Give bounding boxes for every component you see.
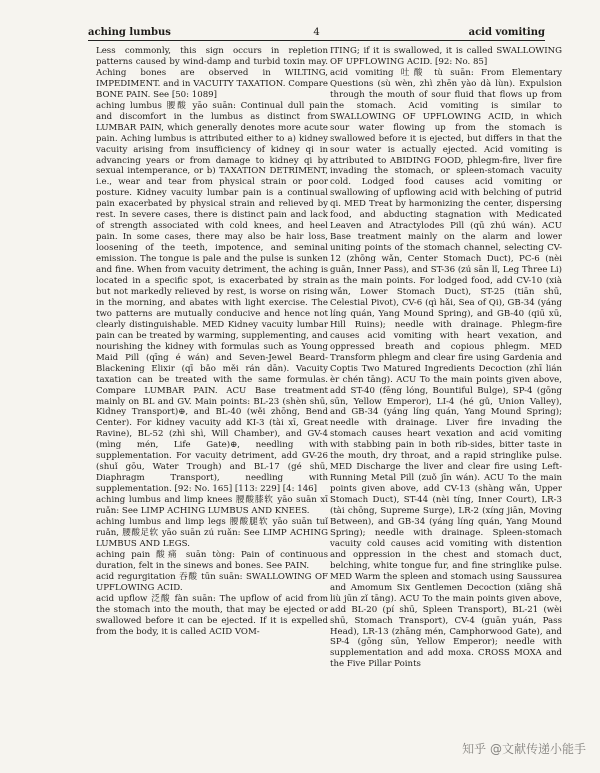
left-column (96, 46, 328, 637)
entry-aching-lumbus-knees: aching lumbus and limp knees 腰酸膝软 yāo suān xī ruǎn: See LIMP ACHING LUMBUS AND KNEES. (96, 495, 328, 517)
running-header (88, 27, 545, 41)
entry-aching-lumbus: aching lumbus 腰酸 yāo suān: Continual dull pain and discomfort in the lumbus as distinct from LUMBAR PAIN, which generally denotes more acute pain. Aching lumbus is attributed either to a) kidney vacuity arising from insufficiency of kidney qi in advancing years or from damage to kidney qi by sexual intemperance, or b) TAXATION DETRIMENT, i.e., wear and tear from physical strain or poor posture. Kidney vacuity lumbar pain is a continual pain exacerbated by physical strain and relieved by rest. In severe cases, there is distinct pain and lack of strength associated with cold knees, and heel pain. In some cases, there may also be hair loss, loosening of the teeth, impotence, and seminal emission. The tongue is pale and the pulse is sunken and fine. When from vacuity detriment, the aching is located in a specific spot, is exacerbated by strain but not markedly relieved by rest, is worse on rising in the morning, and abates with light exercise. The two patterns are mutually conducive and hence not clearly distinguishable. MED Kidney vacuity lumbar pain can be treated by warming, supplementing, and nourishing the kidney with formulas such as Young Maid Pill (qīng é wán) and Seven-Jewel Beard-Blackening Elixir (qī bǎo měi rán dān). Vacuity taxation can be treated with the same formulas. Compare LUMBAR PAIN. ACU Base treatment mainly on BL and GV. Main points: BL-23 (shèn shū, Kidney Transport)⊕, and BL-40 (wěi zhōng, Bend Center). For kidney vacuity add KI-3 (tài xī, Great Ravine), BL-52 (zhì shì, Will Chamber), and GV-4 (mìng mén, Life Gate)⊕, needling with supplementation. For vacuity detriment, add GV-26 (shuǐ gōu, Water Trough) and BL-17 (gé shū, Diaphragm Transport), needling with supplementation. [92: No. 165] [113: 229] [4: 146] (96, 100, 328, 495)
entry-aching-lumbus-legs: aching lumbus and limp legs 腰酸腿软 yāo suān tuǐ ruǎn, 腰酸足软 yāo suān zú ruǎn: See LIMP ACHING LUMBUS AND LEGS. (96, 516, 328, 549)
header-rule (88, 40, 545, 41)
entry-acid-regurgitation: acid regurgitation 吞酸 tūn suān: SWALLOWING OF UPFLOWING ACID. (96, 571, 328, 593)
entry-acid-upflow: acid upflow 泛酸 fàn suān: The upflow of acid from the stomach into the mouth, that may be ejected or swallowed before it can be ejected. If it is expelled from the body, it is called ACID VOM- (96, 593, 328, 637)
entry-aching-pain: aching pain 酸痛 suān tòng: Pain of continuous duration, felt in the sinews and bones. See PAIN. (96, 549, 328, 571)
watermark: 知乎 @文献传递小能手 (462, 742, 586, 756)
header-left-term: aching lumbus (88, 27, 171, 38)
entry-acid-vomiting: acid vomiting 吐酸 tù suān: From Elementary Questions (sù wèn, zhì zhēn yào dà lùn). Expulsion through the mouth of sour fluid that flows up from the stomach. Acid vomiting is similar to SWALLOWING OF UPFLOWING ACID, in which sour water flowing up from the stomach is swallowed before it is ejected, but differs in that the sour water is actually ejected. Acid vomiting is attributed to ABIDING FOOD, phlegm-fire, liver fire invading the stomach, or spleen-stomach vacuity cold. Lodged food causes acid vomiting or swallowing of upflowing acid with belching of putrid qi. MED Treat by harmonizing the center, dispersing food, and abducting stagnation with Medicated Leaven and Atractylodes Pill (qū zhú wán). ACU Base treatment mainly on the alarm and lower uniting points of the stomach channel, selecting CV-12 (zhōng wǎn, Center Stomach Duct), PC-6 (nèi guān, Inner Pass), and ST-36 (zú sān lǐ, Leg Three Li) as the main points. For lodged food, add CV-10 (xià wǎn, Lower Stomach Duct), ST-25 (tiān shū, Celestial Pivot), CV-6 (qì hǎi, Sea of Qi), GB-34 (yáng líng quán, Yang Mound Spring), and GB-40 (qiū xū, Hill Ruins); needle with drainage. Phlegm-fire causes acid vomiting with heart vexation, and oppressed breath and copious phlegm. MED Transform phlegm and clear fire using Gardenia and Coptis Two Matured Ingredients Decoction (zhī lián èr chén tāng). ACU To the main points given above, add ST-40 (fēng lóng, Bountiful Bulge), SP-4 (gōng sūn, Yellow Emperor), LI-4 (hé gǔ, Union Valley), and GB-34 (yáng líng quán, Yang Mound Spring); needle with drainage. Liver fire invading the stomach causes heart vexation and acid vomiting with stabbing pain in both rib-sides, bitter taste in the mouth, dry throat, and a rapid stringlike pulse. MED Discharge the liver and clear fire using Left-Running Metal Pill (zuǒ jīn wán). ACU To the main points given above, add CV-13 (shàng wǎn, Upper Stomach Duct), ST-44 (nèi tíng, Inner Court), LR-3 (tài chōng, Supreme Surge), LR-2 (xíng jiān, Moving Between), and GB-34 (yáng líng quán, Yang Mound Spring); needle with drainage. Spleen-stomach vacuity cold causes acid vomiting with distention and oppression in the chest and stomach duct, belching, white tongue fur, and fine stringlike pulse. MED Warm the spleen and stomach using Saussurea and Amomum Six Gentlemen Decoction (xiāng shā liù jūn zǐ tāng). ACU To the main points given above, add BL-20 (pí shū, Spleen Transport), BL-21 (wèi shū, Stomach Transport), CV-4 (guān yuán, Pass Head), LR-13 (zhāng mén, Camphorwood Gate), and SP-4 (gōng sūn, Yellow Emperor); needle with supplementation and add moxa. CROSS MOXA and the Five Pillar Points (330, 67, 562, 670)
header-right-term: acid vomiting (468, 27, 545, 38)
entry-continuation: Less commonly, this sign occurs in repletion patterns caused by wind-damp and turbid toxin may. Aching bones are observed in WILTING, IMPEDIMENT. and in VACUITY TAXATION. Compare BONE PAIN. See [50: 1089] (96, 46, 328, 100)
entry-acid-upflow-continued: ITING; if it is swallowed, it is called SWALLOWING OF UPFLOWING ACID. [92: No. 85] (330, 46, 562, 67)
right-column (330, 46, 562, 670)
page-number: 4 (313, 27, 320, 38)
